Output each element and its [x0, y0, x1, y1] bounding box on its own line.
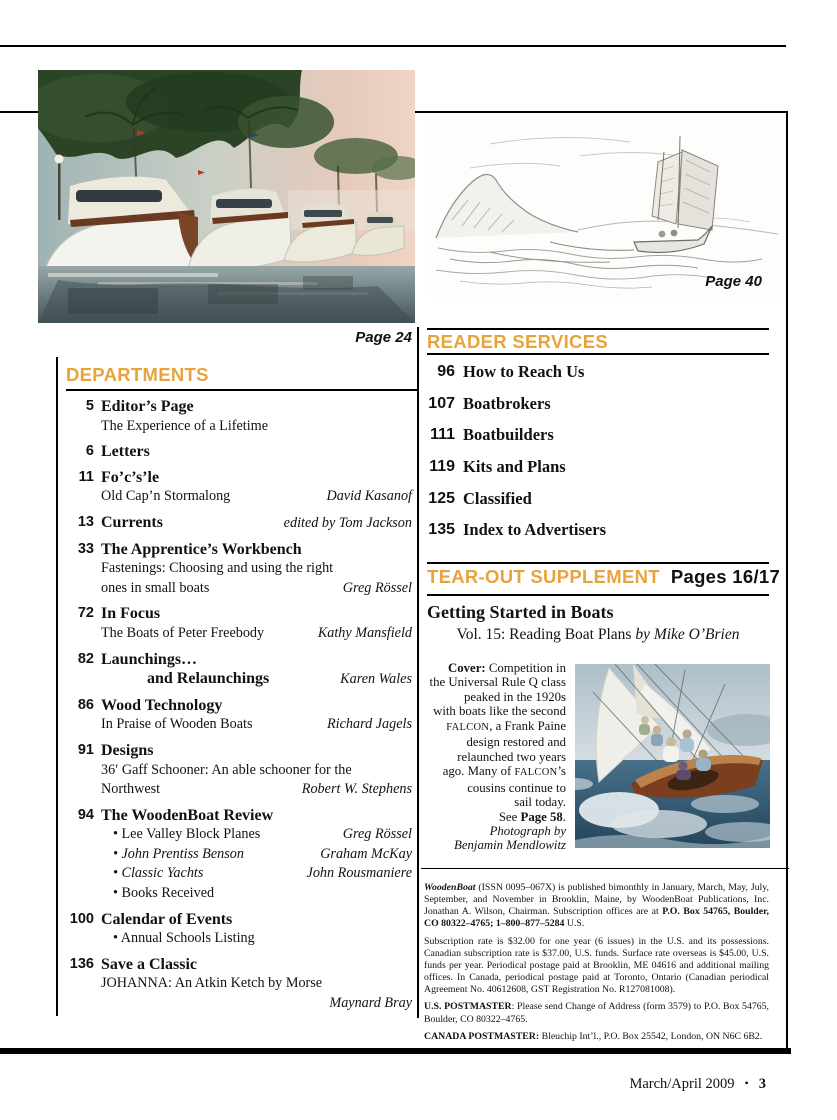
toc-entry-subrow	[64, 669, 412, 690]
toc-entry-title-row	[64, 513, 412, 534]
fine-print-paragraph: CANADA POSTMASTER: Bleuchip Int’l., P.O. Box 25542, London, ON N6C 6B2.	[424, 1030, 763, 1042]
supplement-top-rule	[427, 562, 769, 564]
toc-entry	[64, 540, 412, 599]
cover-description-line: Photograph by	[489, 823, 566, 838]
toc-entry-subtitle: Old Cap’n Stormalong	[101, 488, 231, 505]
toc-entry-author: David Kasanof	[326, 488, 412, 505]
sailboat-sketch-graphic	[430, 116, 784, 298]
reader-service-page-number: 96	[437, 363, 455, 380]
supplement-pages-label: Pages 16/17	[670, 566, 781, 587]
toc-entry-subrow	[64, 487, 412, 507]
toc-entry	[64, 604, 412, 643]
toc-entry-subrow	[64, 994, 412, 1014]
toc-entry	[64, 397, 412, 436]
toc-entry-subtitle: Fastenings: Choosing and using the right	[101, 560, 334, 577]
toc-entry-title-row	[64, 741, 412, 761]
reader-service-page-number: 125	[428, 489, 455, 507]
toc-entry	[64, 696, 412, 735]
reader-service-title: Boatbrokers	[463, 393, 551, 413]
reader-service-entry	[421, 394, 769, 415]
toc-entry-subtitle: • Lee Valley Block Planes	[113, 826, 261, 843]
toc-entry-subtitle: and Relaunchings	[147, 670, 270, 688]
cover-description-line: See Page 58.	[498, 809, 566, 824]
cover-description-line: peaked in the 1920s	[464, 689, 566, 704]
toc-entry-subrow	[64, 929, 412, 949]
cover-description-line: the Universal Rule Q class	[429, 675, 566, 690]
footer-thick-rule	[0, 1048, 791, 1054]
toc-page-number: 86	[77, 696, 94, 713]
toc-entry-title: Designs	[101, 741, 154, 759]
toc-entry-title-row	[64, 696, 412, 716]
toc-page-number: 100	[69, 910, 94, 927]
toc-entry-author: John Rousmaniere	[306, 865, 412, 882]
toc-entry	[64, 955, 412, 1014]
toc-entry-author: Karen Wales	[340, 671, 412, 688]
toc-entry-subtitle: JOHANNA: An Atkin Ketch by Morse	[101, 975, 323, 992]
toc-entry-title: The WoodenBoat Review	[101, 806, 274, 824]
departments-heading-rule	[66, 389, 417, 391]
toc-entry-subtitle: ones in small boats	[101, 579, 210, 596]
marina-photo	[38, 70, 415, 323]
toc-entry-subrow	[64, 974, 412, 994]
cover-description-line: cousins continue to	[467, 780, 566, 795]
cover-description-line: relaunched two years	[457, 749, 566, 764]
toc-page-number: 11	[78, 468, 94, 485]
toc-entry-title: The Apprentice’s Workbench	[101, 540, 302, 558]
toc-entry-title: Save a Classic	[101, 955, 197, 973]
toc-entry-title-row	[64, 650, 412, 670]
toc-entry-title-row	[64, 468, 412, 488]
page-footer	[540, 1076, 766, 1093]
toc-entry-subrow	[64, 864, 412, 884]
toc-entry-author: Richard Jagels	[327, 716, 412, 733]
reader-services-bottom-rule	[427, 353, 769, 355]
toc-entry-subrow	[64, 780, 412, 800]
toc-entry-subtitle: The Boats of Peter Freebody	[101, 624, 265, 641]
toc-entry-title: Calendar of Events	[101, 910, 233, 928]
cover-description-line: design restored and	[466, 735, 566, 750]
supplement-heading: TEAR-OUT SUPPLEMENT	[427, 566, 660, 587]
sketch-caption: Page 40	[705, 273, 762, 290]
toc-entry-title: Wood Technology	[101, 696, 223, 714]
toc-entry-subtitle: • John Prentiss Benson	[113, 845, 244, 862]
reader-service-page-number: 135	[428, 521, 455, 539]
cover-description-line: with boats like the second	[433, 704, 566, 719]
cover-photo	[575, 664, 770, 848]
toc-entry-subrow	[64, 845, 412, 865]
toc-entry-author: Robert W. Stephens	[301, 781, 412, 798]
toc-entry	[64, 910, 412, 949]
reader-service-entry	[421, 520, 769, 541]
toc-entry-title-row	[64, 397, 412, 417]
reader-services-top-rule	[427, 328, 769, 330]
fine-print-paragraph: Subscription rate is $32.00 for one year (6 issues) in the U.S. and its possessions. Canadian subscription rate is $37.00, U.S. funds. Surface rate overseas is $45.00, U.S. funds per year. Periodical postage paid at Brooklin, ME 04616 and additional mailing offices. In Canada, periodical postage paid at Toronto, Ontario (Canadian periodical Agreement No. 40612608, GST Registration No. R127081008).	[424, 935, 769, 996]
toc-entry	[64, 806, 412, 904]
toc-entry-title-row	[64, 955, 412, 975]
toc-page-number: 94	[77, 806, 94, 823]
cover-description-line: sail today.	[514, 795, 566, 810]
toc-entry-title: In Focus	[101, 605, 161, 623]
toc-entry-title-row	[64, 910, 412, 930]
reader-service-page-number: 111	[430, 426, 455, 444]
toc-page-number: 33	[77, 540, 94, 557]
reader-service-title: Index to Advertisers	[463, 520, 606, 540]
toc-entry-subtitle: 36′ Gaff Schooner: An able schooner for the	[101, 761, 352, 778]
cover-description-line: Cover: Competition in	[447, 661, 566, 675]
toc-entry	[64, 442, 412, 462]
reader-service-entry	[421, 457, 769, 478]
reader-service-entry	[421, 362, 769, 383]
toc-page-number: 5	[85, 398, 94, 414]
toc-entry-subtitle: • Classic Yachts	[113, 865, 204, 882]
reader-services-heading: READER SERVICES	[427, 331, 608, 352]
toc-page-number: 91	[77, 741, 94, 758]
footer-separator: •	[744, 1076, 749, 1090]
departments-left-rule	[56, 357, 58, 1016]
toc-entry-author: Greg Rössel	[342, 826, 412, 843]
toc-entry-title: Fo’c’s’le	[101, 468, 160, 486]
fine-print-rule	[421, 868, 789, 869]
fine-print-paragraph: U.S. POSTMASTER: Please send Change of Address (form 3579) to P.O. Box 54765, Boulder, CO 80322–4765.	[424, 1001, 769, 1025]
toc-entry-subrow	[64, 884, 412, 904]
toc-entry-subrow	[64, 761, 412, 781]
toc-entry-subrow	[64, 715, 412, 735]
reader-service-page-number: 119	[429, 458, 455, 476]
toc-entry-author: Graham McKay	[320, 845, 412, 862]
toc-entry-subtitle: • Annual Schools Listing	[113, 930, 255, 947]
toc-entry	[64, 468, 412, 507]
cover-description	[420, 661, 566, 853]
supplement-bottom-rule	[427, 594, 769, 596]
cover-description-line: Benjamin Mendlowitz	[454, 838, 566, 853]
top-rule	[0, 45, 786, 47]
reader-service-title: Classified	[463, 488, 532, 508]
toc-entry	[64, 650, 412, 690]
toc-page-number: 136	[69, 955, 94, 972]
toc-page-number: 13	[77, 513, 94, 530]
toc-entry	[64, 513, 412, 534]
toc-page-number: 82	[77, 650, 94, 667]
reader-service-page-number: 107	[428, 394, 455, 412]
toc-entry-subtitle: Northwest	[101, 781, 161, 798]
marina-photo-graphic	[38, 70, 415, 323]
fine-print-paragraph: WoodenBoat (ISSN 0095–067X) is published bimonthly in January, March, May, July, September, and November in Brooklin, Maine, by WoodenBoat Publications, Inc. Jonathan A. Wilson, Chairman. Subscription offices are at P.O. Box 54765, Boulder, CO 80322–4765; 1–800–877–5284 U.S.	[424, 882, 769, 930]
toc-entry-title-row	[64, 442, 412, 462]
departments-list	[64, 397, 412, 1020]
reader-service-title: How to Reach Us	[463, 362, 585, 381]
supplement-subtitle	[427, 626, 769, 644]
toc-entry-title-row	[64, 806, 412, 826]
departments-heading: DEPARTMENTS	[66, 364, 209, 385]
toc-entry-subrow	[64, 579, 412, 599]
toc-entry-subrow	[64, 825, 412, 845]
supplement-heading-row	[427, 566, 781, 588]
sailboat-sketch	[430, 116, 784, 298]
toc-entry-title: Currents	[101, 513, 163, 531]
marina-photo-caption: Page 24	[355, 329, 412, 346]
toc-entry-title-row	[64, 540, 412, 560]
toc-page-number: 72	[77, 605, 94, 622]
toc-entry-subtitle: In Praise of Wooden Boats	[101, 716, 253, 733]
toc-page-number: 6	[85, 443, 94, 460]
supplement-title: Getting Started in Boats	[427, 602, 614, 622]
toc-entry-subrow	[64, 624, 412, 644]
footer-page-number: 3	[758, 1076, 766, 1092]
toc-entry-subrow	[64, 559, 412, 579]
reader-service-entry	[421, 489, 769, 510]
toc-entry-author: Kathy Mansfield	[317, 624, 412, 641]
column-divider-rule	[417, 327, 419, 1018]
toc-entry-author: Maynard Bray	[329, 995, 412, 1012]
reader-services-list	[421, 362, 769, 552]
footer-issue: March/April 2009	[629, 1076, 735, 1092]
reader-service-entry	[421, 425, 769, 446]
toc-entry-title-row	[64, 604, 412, 624]
toc-entry	[64, 741, 412, 800]
toc-entry-author: edited by Tom Jackson	[283, 514, 412, 531]
supplement-subtitle-author: by Mike O’Brien	[635, 626, 740, 643]
fine-print	[424, 882, 769, 1048]
toc-entry-title: Letters	[101, 443, 150, 461]
cover-photo-graphic	[575, 664, 770, 848]
toc-entry-title: Launchings…	[101, 650, 198, 668]
toc-entry-title: Editor’s Page	[101, 398, 194, 415]
cover-description-line: ago. Many of FALCON’s	[442, 764, 566, 779]
reader-service-title: Boatbuilders	[463, 425, 554, 445]
toc-entry-author: Greg Rössel	[342, 579, 412, 596]
toc-entry-subrow	[64, 417, 412, 437]
reader-service-title: Kits and Plans	[463, 457, 566, 477]
right-edge-rule	[786, 111, 788, 1054]
cover-description-line: FALCON, a Frank Paine	[446, 718, 566, 733]
supplement-subtitle-text: Vol. 15: Reading Boat Plans	[456, 626, 636, 643]
toc-entry-subtitle: • Books Received	[113, 885, 215, 902]
toc-entry-subtitle: The Experience of a Lifetime	[101, 417, 269, 434]
